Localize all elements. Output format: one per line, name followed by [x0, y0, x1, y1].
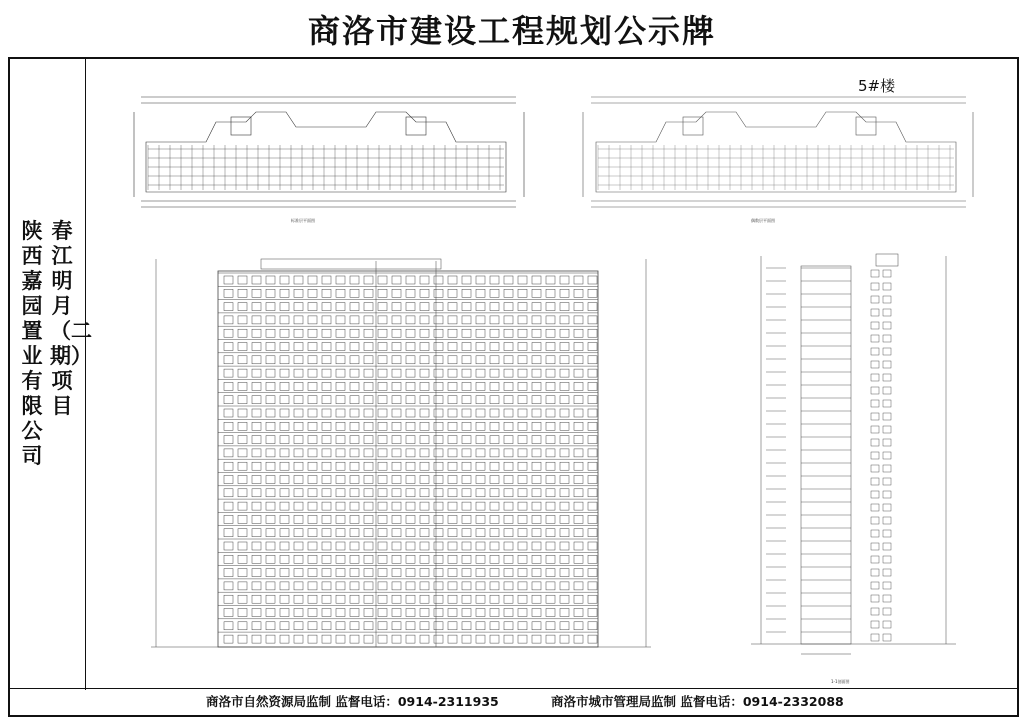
page-title: 商洛市建设工程规划公示牌	[307, 12, 716, 50]
plan-right-caption: 偶数层平面图	[751, 218, 775, 223]
project-name: 春江明月（二期）项目	[50, 219, 92, 418]
section-caption: 1-1剖面图	[831, 679, 850, 684]
building-label: 5#楼	[858, 77, 896, 95]
supervisor-note-1: 商洛市自然资源局监制 监督电话：0914-2311935	[206, 694, 499, 709]
project-sidebar	[10, 59, 92, 690]
footer-bar	[10, 688, 1017, 715]
company-name: 陕西嘉园置业有限公司	[21, 219, 43, 468]
floor-plan-left	[116, 87, 536, 212]
building-section	[741, 244, 971, 674]
floor-plan-right	[571, 87, 981, 212]
building-elevation	[146, 249, 666, 649]
supervisor-note-2: 商洛市城市管理局监制 监督电话：0914-2332088	[551, 694, 844, 709]
drawing-area	[86, 59, 1017, 690]
notice-board	[8, 57, 1019, 717]
plan-left-caption: 标准层平面图	[291, 218, 315, 223]
